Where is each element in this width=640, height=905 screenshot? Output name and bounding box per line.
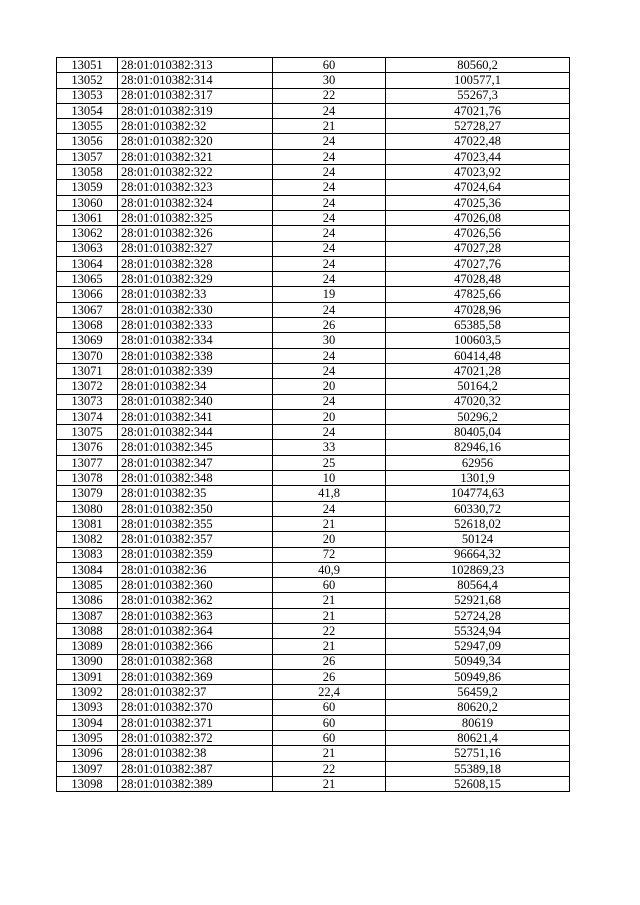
value-cell: 60414,48 bbox=[386, 348, 570, 363]
cadastral-number-cell: 28:01:010382:372 bbox=[118, 731, 273, 746]
row-number-cell: 13092 bbox=[57, 685, 118, 700]
row-number-cell: 13094 bbox=[57, 715, 118, 730]
table-row bbox=[57, 623, 570, 638]
row-number-cell: 13098 bbox=[57, 776, 118, 791]
row-number-cell: 13080 bbox=[57, 501, 118, 516]
row-number-cell: 13084 bbox=[57, 562, 118, 577]
table-row bbox=[57, 256, 570, 271]
table-row bbox=[57, 88, 570, 103]
area-cell: 24 bbox=[273, 256, 386, 271]
cadastral-number-cell: 28:01:010382:325 bbox=[118, 210, 273, 225]
value-cell: 52947,09 bbox=[386, 639, 570, 654]
table-body bbox=[57, 58, 570, 792]
row-number-cell: 13060 bbox=[57, 195, 118, 210]
area-cell: 26 bbox=[273, 318, 386, 333]
area-cell: 22,4 bbox=[273, 685, 386, 700]
row-number-cell: 13081 bbox=[57, 516, 118, 531]
value-cell: 47027,76 bbox=[386, 256, 570, 271]
row-number-cell: 13072 bbox=[57, 379, 118, 394]
table-row bbox=[57, 593, 570, 608]
cadastral-number-cell: 28:01:010382:327 bbox=[118, 241, 273, 256]
row-number-cell: 13053 bbox=[57, 88, 118, 103]
cadastral-number-cell: 28:01:010382:323 bbox=[118, 180, 273, 195]
cadastral-number-cell: 28:01:010382:359 bbox=[118, 547, 273, 562]
area-cell: 60 bbox=[273, 731, 386, 746]
table-row bbox=[57, 440, 570, 455]
cadastral-number-cell: 28:01:010382:32 bbox=[118, 119, 273, 134]
area-cell: 24 bbox=[273, 180, 386, 195]
row-number-cell: 13058 bbox=[57, 165, 118, 180]
area-cell: 25 bbox=[273, 455, 386, 470]
row-number-cell: 13070 bbox=[57, 348, 118, 363]
row-number-cell: 13059 bbox=[57, 180, 118, 195]
area-cell: 21 bbox=[273, 776, 386, 791]
value-cell: 47022,48 bbox=[386, 134, 570, 149]
row-number-cell: 13057 bbox=[57, 149, 118, 164]
area-cell: 41,8 bbox=[273, 486, 386, 501]
cadastral-number-cell: 28:01:010382:35 bbox=[118, 486, 273, 501]
cadastral-data-table bbox=[56, 57, 570, 792]
area-cell: 60 bbox=[273, 715, 386, 730]
cadastral-number-cell: 28:01:010382:370 bbox=[118, 700, 273, 715]
table-row bbox=[57, 394, 570, 409]
table-row bbox=[57, 746, 570, 761]
area-cell: 24 bbox=[273, 425, 386, 440]
area-cell: 24 bbox=[273, 210, 386, 225]
table-row bbox=[57, 134, 570, 149]
value-cell: 82946,16 bbox=[386, 440, 570, 455]
cadastral-number-cell: 28:01:010382:344 bbox=[118, 425, 273, 440]
value-cell: 47021,76 bbox=[386, 103, 570, 118]
value-cell: 65385,58 bbox=[386, 318, 570, 333]
row-number-cell: 13089 bbox=[57, 639, 118, 654]
row-number-cell: 13091 bbox=[57, 669, 118, 684]
area-cell: 20 bbox=[273, 409, 386, 424]
row-number-cell: 13061 bbox=[57, 210, 118, 225]
value-cell: 55324,94 bbox=[386, 623, 570, 638]
cadastral-number-cell: 28:01:010382:341 bbox=[118, 409, 273, 424]
table-row bbox=[57, 363, 570, 378]
table-row bbox=[57, 608, 570, 623]
area-cell: 30 bbox=[273, 333, 386, 348]
row-number-cell: 13067 bbox=[57, 302, 118, 317]
table-row bbox=[57, 578, 570, 593]
value-cell: 52724,28 bbox=[386, 608, 570, 623]
value-cell: 47825,66 bbox=[386, 287, 570, 302]
area-cell: 24 bbox=[273, 241, 386, 256]
row-number-cell: 13087 bbox=[57, 608, 118, 623]
area-cell: 40,9 bbox=[273, 562, 386, 577]
cadastral-number-cell: 28:01:010382:333 bbox=[118, 318, 273, 333]
cadastral-number-cell: 28:01:010382:350 bbox=[118, 501, 273, 516]
table-row bbox=[57, 639, 570, 654]
row-number-cell: 13071 bbox=[57, 363, 118, 378]
area-cell: 21 bbox=[273, 608, 386, 623]
area-cell: 60 bbox=[273, 578, 386, 593]
row-number-cell: 13069 bbox=[57, 333, 118, 348]
value-cell: 55267,3 bbox=[386, 88, 570, 103]
value-cell: 52921,68 bbox=[386, 593, 570, 608]
table-row bbox=[57, 195, 570, 210]
value-cell: 47026,08 bbox=[386, 210, 570, 225]
row-number-cell: 13085 bbox=[57, 578, 118, 593]
table-row bbox=[57, 731, 570, 746]
table-row bbox=[57, 318, 570, 333]
area-cell: 24 bbox=[273, 103, 386, 118]
cadastral-number-cell: 28:01:010382:339 bbox=[118, 363, 273, 378]
area-cell: 26 bbox=[273, 654, 386, 669]
table-row bbox=[57, 501, 570, 516]
cadastral-number-cell: 28:01:010382:329 bbox=[118, 272, 273, 287]
row-number-cell: 13086 bbox=[57, 593, 118, 608]
area-cell: 21 bbox=[273, 593, 386, 608]
cadastral-number-cell: 28:01:010382:345 bbox=[118, 440, 273, 455]
row-number-cell: 13068 bbox=[57, 318, 118, 333]
area-cell: 24 bbox=[273, 302, 386, 317]
value-cell: 47025,36 bbox=[386, 195, 570, 210]
table-row bbox=[57, 103, 570, 118]
row-number-cell: 13056 bbox=[57, 134, 118, 149]
cadastral-number-cell: 28:01:010382:369 bbox=[118, 669, 273, 684]
row-number-cell: 13076 bbox=[57, 440, 118, 455]
value-cell: 52608,15 bbox=[386, 776, 570, 791]
value-cell: 80560,2 bbox=[386, 58, 570, 73]
table-row bbox=[57, 333, 570, 348]
row-number-cell: 13090 bbox=[57, 654, 118, 669]
cadastral-number-cell: 28:01:010382:338 bbox=[118, 348, 273, 363]
value-cell: 47027,28 bbox=[386, 241, 570, 256]
area-cell: 24 bbox=[273, 165, 386, 180]
value-cell: 50949,34 bbox=[386, 654, 570, 669]
value-cell: 47023,44 bbox=[386, 149, 570, 164]
cadastral-number-cell: 28:01:010382:326 bbox=[118, 226, 273, 241]
cadastral-number-cell: 28:01:010382:36 bbox=[118, 562, 273, 577]
area-cell: 24 bbox=[273, 226, 386, 241]
value-cell: 104774,63 bbox=[386, 486, 570, 501]
cadastral-number-cell: 28:01:010382:340 bbox=[118, 394, 273, 409]
row-number-cell: 13096 bbox=[57, 746, 118, 761]
table-row bbox=[57, 685, 570, 700]
table-row bbox=[57, 149, 570, 164]
row-number-cell: 13073 bbox=[57, 394, 118, 409]
row-number-cell: 13066 bbox=[57, 287, 118, 302]
table-row bbox=[57, 669, 570, 684]
area-cell: 30 bbox=[273, 73, 386, 88]
area-cell: 22 bbox=[273, 88, 386, 103]
value-cell: 100577,1 bbox=[386, 73, 570, 88]
row-number-cell: 13082 bbox=[57, 532, 118, 547]
table-row bbox=[57, 425, 570, 440]
value-cell: 50164,2 bbox=[386, 379, 570, 394]
table-row bbox=[57, 700, 570, 715]
cadastral-number-cell: 28:01:010382:371 bbox=[118, 715, 273, 730]
value-cell: 80564,4 bbox=[386, 578, 570, 593]
table-row bbox=[57, 455, 570, 470]
cadastral-number-cell: 28:01:010382:322 bbox=[118, 165, 273, 180]
row-number-cell: 13055 bbox=[57, 119, 118, 134]
area-cell: 24 bbox=[273, 394, 386, 409]
table-row bbox=[57, 241, 570, 256]
cadastral-number-cell: 28:01:010382:320 bbox=[118, 134, 273, 149]
table-row bbox=[57, 761, 570, 776]
value-cell: 47020,32 bbox=[386, 394, 570, 409]
cadastral-number-cell: 28:01:010382:33 bbox=[118, 287, 273, 302]
area-cell: 60 bbox=[273, 700, 386, 715]
area-cell: 21 bbox=[273, 119, 386, 134]
value-cell: 80621,4 bbox=[386, 731, 570, 746]
cadastral-number-cell: 28:01:010382:34 bbox=[118, 379, 273, 394]
cadastral-number-cell: 28:01:010382:357 bbox=[118, 532, 273, 547]
value-cell: 102869,23 bbox=[386, 562, 570, 577]
table-row bbox=[57, 119, 570, 134]
row-number-cell: 13097 bbox=[57, 761, 118, 776]
row-number-cell: 13074 bbox=[57, 409, 118, 424]
row-number-cell: 13051 bbox=[57, 58, 118, 73]
area-cell: 19 bbox=[273, 287, 386, 302]
value-cell: 47024,64 bbox=[386, 180, 570, 195]
row-number-cell: 13062 bbox=[57, 226, 118, 241]
value-cell: 60330,72 bbox=[386, 501, 570, 516]
area-cell: 22 bbox=[273, 623, 386, 638]
cadastral-number-cell: 28:01:010382:363 bbox=[118, 608, 273, 623]
row-number-cell: 13063 bbox=[57, 241, 118, 256]
table-row bbox=[57, 226, 570, 241]
row-number-cell: 13095 bbox=[57, 731, 118, 746]
table-row bbox=[57, 715, 570, 730]
cadastral-number-cell: 28:01:010382:334 bbox=[118, 333, 273, 348]
cadastral-number-cell: 28:01:010382:317 bbox=[118, 88, 273, 103]
cadastral-number-cell: 28:01:010382:319 bbox=[118, 103, 273, 118]
table-row bbox=[57, 776, 570, 791]
area-cell: 60 bbox=[273, 58, 386, 73]
area-cell: 21 bbox=[273, 746, 386, 761]
row-number-cell: 13079 bbox=[57, 486, 118, 501]
cadastral-number-cell: 28:01:010382:330 bbox=[118, 302, 273, 317]
cadastral-number-cell: 28:01:010382:364 bbox=[118, 623, 273, 638]
table-row bbox=[57, 180, 570, 195]
row-number-cell: 13077 bbox=[57, 455, 118, 470]
value-cell: 47028,96 bbox=[386, 302, 570, 317]
area-cell: 33 bbox=[273, 440, 386, 455]
area-cell: 20 bbox=[273, 532, 386, 547]
value-cell: 96664,32 bbox=[386, 547, 570, 562]
value-cell: 50949,86 bbox=[386, 669, 570, 684]
cadastral-number-cell: 28:01:010382:321 bbox=[118, 149, 273, 164]
cadastral-number-cell: 28:01:010382:387 bbox=[118, 761, 273, 776]
cadastral-number-cell: 28:01:010382:313 bbox=[118, 58, 273, 73]
value-cell: 47023,92 bbox=[386, 165, 570, 180]
value-cell: 80405,04 bbox=[386, 425, 570, 440]
value-cell: 50124 bbox=[386, 532, 570, 547]
cadastral-number-cell: 28:01:010382:360 bbox=[118, 578, 273, 593]
area-cell: 24 bbox=[273, 134, 386, 149]
table-row bbox=[57, 379, 570, 394]
area-cell: 24 bbox=[273, 149, 386, 164]
table-row bbox=[57, 486, 570, 501]
area-cell: 21 bbox=[273, 516, 386, 531]
cadastral-number-cell: 28:01:010382:348 bbox=[118, 471, 273, 486]
table-row bbox=[57, 348, 570, 363]
area-cell: 24 bbox=[273, 195, 386, 210]
cadastral-number-cell: 28:01:010382:314 bbox=[118, 73, 273, 88]
area-cell: 24 bbox=[273, 272, 386, 287]
row-number-cell: 13093 bbox=[57, 700, 118, 715]
cadastral-number-cell: 28:01:010382:362 bbox=[118, 593, 273, 608]
value-cell: 52751,16 bbox=[386, 746, 570, 761]
row-number-cell: 13054 bbox=[57, 103, 118, 118]
table-row bbox=[57, 532, 570, 547]
row-number-cell: 13083 bbox=[57, 547, 118, 562]
cadastral-number-cell: 28:01:010382:324 bbox=[118, 195, 273, 210]
table-row bbox=[57, 210, 570, 225]
value-cell: 80620,2 bbox=[386, 700, 570, 715]
table-row bbox=[57, 471, 570, 486]
row-number-cell: 13088 bbox=[57, 623, 118, 638]
cadastral-number-cell: 28:01:010382:368 bbox=[118, 654, 273, 669]
cadastral-number-cell: 28:01:010382:328 bbox=[118, 256, 273, 271]
value-cell: 50296,2 bbox=[386, 409, 570, 424]
cadastral-number-cell: 28:01:010382:389 bbox=[118, 776, 273, 791]
row-number-cell: 13052 bbox=[57, 73, 118, 88]
cadastral-number-cell: 28:01:010382:37 bbox=[118, 685, 273, 700]
cadastral-number-cell: 28:01:010382:38 bbox=[118, 746, 273, 761]
area-cell: 72 bbox=[273, 547, 386, 562]
table-row bbox=[57, 562, 570, 577]
cadastral-number-cell: 28:01:010382:366 bbox=[118, 639, 273, 654]
area-cell: 24 bbox=[273, 348, 386, 363]
area-cell: 22 bbox=[273, 761, 386, 776]
table-row bbox=[57, 409, 570, 424]
area-cell: 26 bbox=[273, 669, 386, 684]
area-cell: 20 bbox=[273, 379, 386, 394]
value-cell: 1301,9 bbox=[386, 471, 570, 486]
row-number-cell: 13064 bbox=[57, 256, 118, 271]
row-number-cell: 13078 bbox=[57, 471, 118, 486]
value-cell: 52728,27 bbox=[386, 119, 570, 134]
table-row bbox=[57, 58, 570, 73]
cadastral-number-cell: 28:01:010382:347 bbox=[118, 455, 273, 470]
area-cell: 21 bbox=[273, 639, 386, 654]
table-row bbox=[57, 287, 570, 302]
table-row bbox=[57, 272, 570, 287]
value-cell: 47021,28 bbox=[386, 363, 570, 378]
value-cell: 62956 bbox=[386, 455, 570, 470]
value-cell: 100603,5 bbox=[386, 333, 570, 348]
value-cell: 52618,02 bbox=[386, 516, 570, 531]
value-cell: 47028,48 bbox=[386, 272, 570, 287]
table-row bbox=[57, 547, 570, 562]
area-cell: 10 bbox=[273, 471, 386, 486]
value-cell: 80619 bbox=[386, 715, 570, 730]
table-row bbox=[57, 516, 570, 531]
area-cell: 24 bbox=[273, 363, 386, 378]
area-cell: 24 bbox=[273, 501, 386, 516]
table-row bbox=[57, 73, 570, 88]
table-row bbox=[57, 302, 570, 317]
row-number-cell: 13065 bbox=[57, 272, 118, 287]
row-number-cell: 13075 bbox=[57, 425, 118, 440]
table-row bbox=[57, 654, 570, 669]
cadastral-number-cell: 28:01:010382:355 bbox=[118, 516, 273, 531]
value-cell: 55389,18 bbox=[386, 761, 570, 776]
value-cell: 47026,56 bbox=[386, 226, 570, 241]
value-cell: 56459,2 bbox=[386, 685, 570, 700]
table-row bbox=[57, 165, 570, 180]
